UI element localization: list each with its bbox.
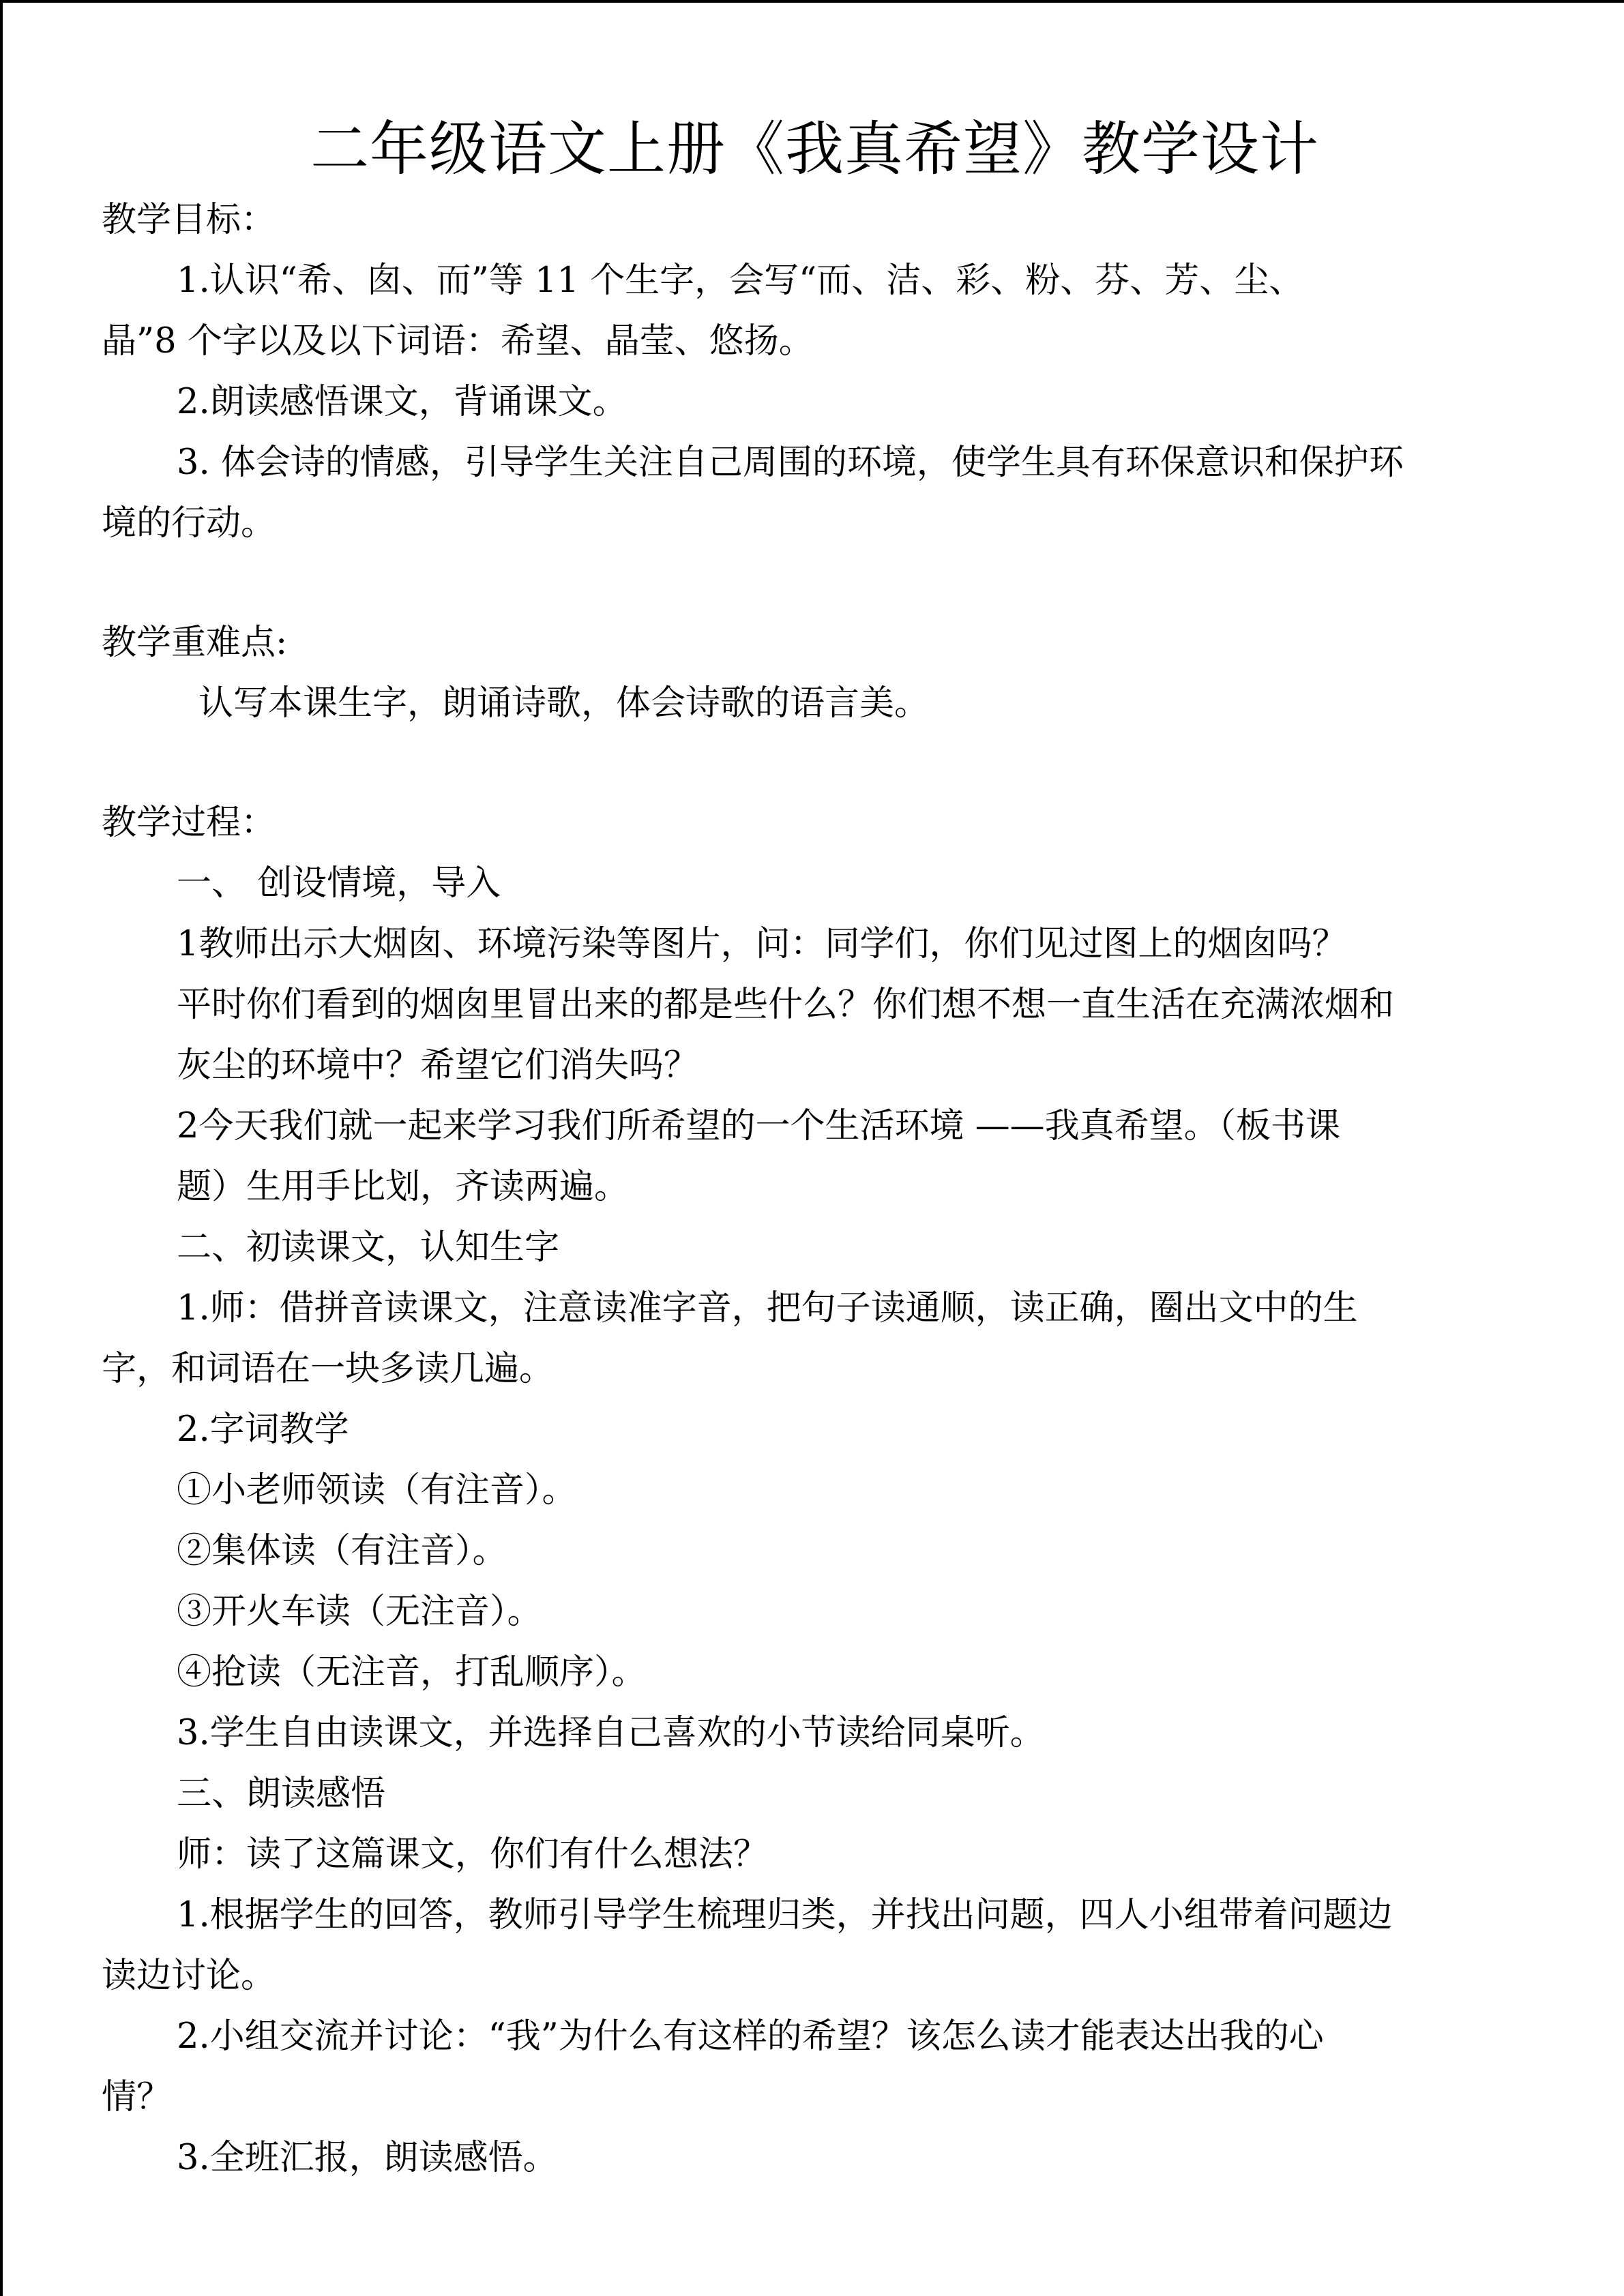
paragraph-line: 二、初读课文，认知生字 bbox=[177, 1227, 560, 1268]
paragraph-line: ④抢读（无注音，打乱顺序）。 bbox=[177, 1652, 647, 1693]
document-title: 二年级语文上册《我真希望》教学设计 bbox=[310, 115, 1319, 183]
paragraph-line: 3.学生自由读课文，并选择自己喜欢的小节读给同桌听。 bbox=[177, 1713, 1045, 1753]
paragraph-line: 1.认识“希、囱、而”等 11 个生字，会写“而、洁、彩、粉、芬、芳、尘、 bbox=[177, 260, 1304, 301]
paragraph-line: 1教师出示大烟囱、环境污染等图片，问：同学们，你们见过图上的烟囱吗？ bbox=[177, 924, 1347, 964]
section-heading-objectives: 教学目标： bbox=[102, 200, 276, 240]
paragraph-line: 师：读了这篇课文，你们有什么想法？ bbox=[177, 1834, 769, 1875]
paragraph-line: 灰尘的环境中？希望它们消失吗？ bbox=[177, 1045, 699, 1086]
paragraph-line: 三、朗读感悟 bbox=[177, 1774, 386, 1814]
paragraph-line: 2.朗读感悟课文，背诵课文。 bbox=[177, 382, 628, 422]
paragraph-line: 3.全班汇报，朗读感悟。 bbox=[177, 2138, 558, 2178]
paragraph-line: 情？ bbox=[102, 2077, 172, 2117]
paragraph-line: 3. 体会诗的情感，引导学生关注自己周围的环境，使学生具有环保意识和保护环 bbox=[177, 443, 1404, 483]
paragraph-line: ①小老师领读（有注音）。 bbox=[177, 1470, 577, 1510]
paragraph-line: 认写本课生字，朗诵诗歌，体会诗歌的语言美。 bbox=[198, 683, 930, 724]
paragraph-line: 2.字词教学 bbox=[177, 1410, 349, 1450]
paragraph-line: 2今天我们就一起来学习我们所希望的一个生活环境 ——我真希望。（板书课 bbox=[177, 1106, 1341, 1146]
paragraph-line: 平时你们看到的烟囱里冒出来的都是些什么？你们想不想一直生活在充满浓烟和 bbox=[177, 985, 1395, 1025]
section-heading-key-points: 教学重难点: bbox=[102, 623, 288, 663]
paragraph-line: ②集体读（有注音）。 bbox=[177, 1531, 507, 1571]
paragraph-line: 1.师：借拼音读课文，注意读准字音，把句子读通顺，读正确，圈出文中的生 bbox=[177, 1288, 1358, 1328]
paragraph-line: 晶”8 个字以及以下词语：希望、晶莹、悠扬。 bbox=[102, 321, 814, 361]
paragraph-line: 读边讨论。 bbox=[102, 1956, 276, 1996]
paragraph-line: 字，和词语在一块多读几遍。 bbox=[102, 1349, 555, 1389]
paragraph-line: 1.根据学生的回答，教师引导学生梳理归类，并找出问题，四人小组带着问题边 bbox=[177, 1895, 1393, 1935]
paragraph-line: 题）生用手比划，齐读两遍。 bbox=[177, 1167, 630, 1207]
paragraph-line: 一、 创设情境，导入 bbox=[177, 863, 501, 904]
paragraph-line: 境的行动。 bbox=[102, 503, 276, 543]
paragraph-line: 2.小组交流并讨论：“我”为什么有这样的希望？该怎么读才能表达出我的心 bbox=[177, 2016, 1324, 2057]
section-heading-process: 教学过程： bbox=[102, 803, 276, 843]
paragraph-line: ③开火车读（无注音）。 bbox=[177, 1592, 542, 1632]
